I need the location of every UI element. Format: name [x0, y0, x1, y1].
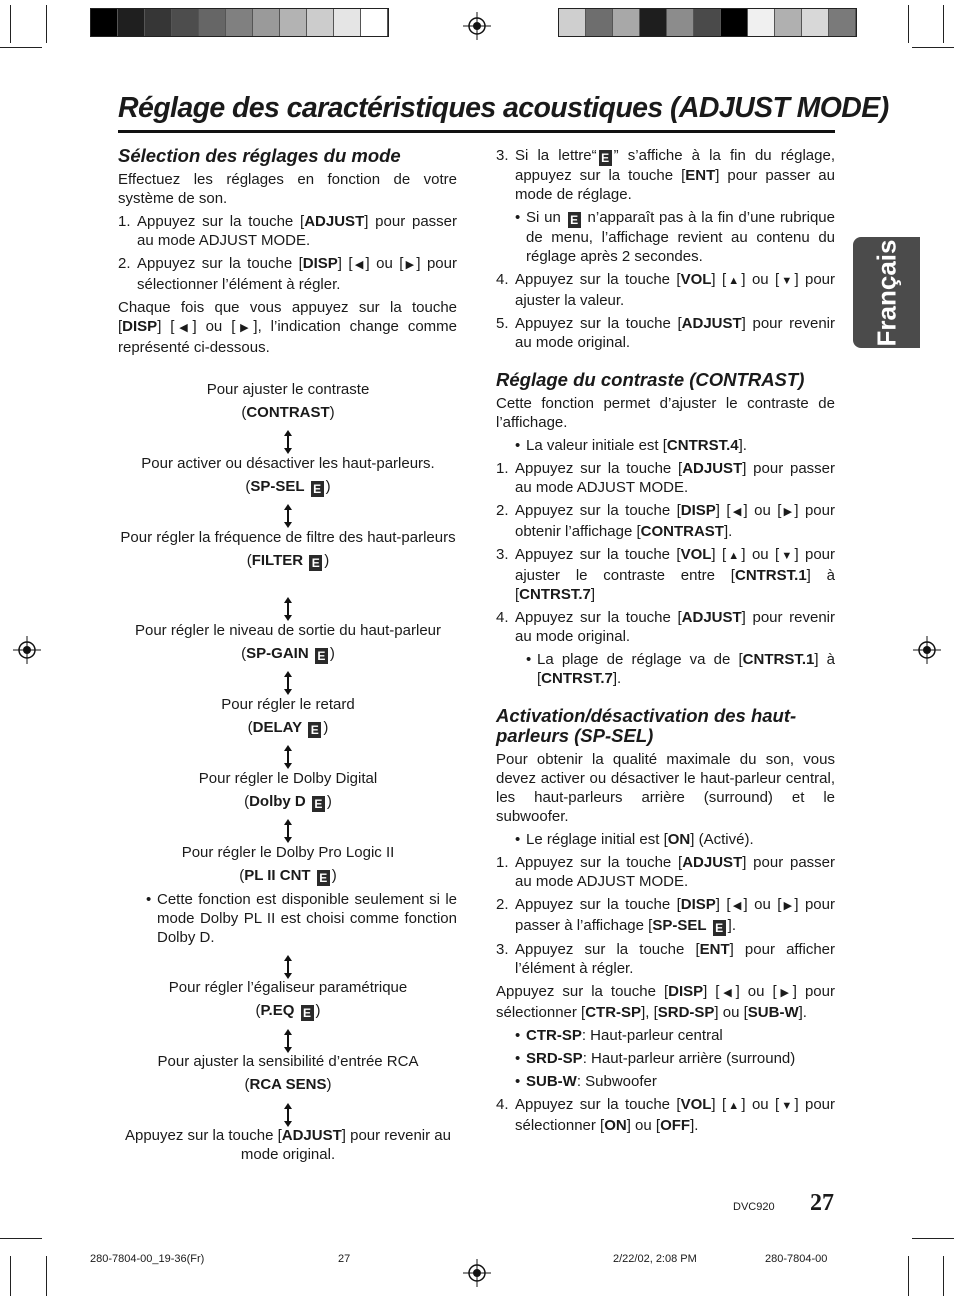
calibration-swatch [586, 9, 613, 36]
flow-step [118, 621, 458, 664]
registration-mark-bottom [463, 1259, 491, 1287]
title-rule [118, 130, 835, 133]
page-title: Réglage des caractéristiques acoustiques (ADJUST MODE) [118, 92, 889, 124]
double-arrow-icon [282, 955, 294, 979]
double-arrow-icon [282, 1029, 294, 1053]
double-arrow-icon [282, 504, 294, 528]
calibration-swatch [145, 9, 172, 36]
flow-step-code: (RCA SENS) [244, 1076, 332, 1093]
e-indicator-icon: E [599, 150, 612, 166]
flow-step-description: Pour activer ou désactiver les haut-parleurs. [141, 455, 435, 472]
list-item: 3. Si la lettre“ E ” s’affiche à la fin du réglage, appuyez sur la touche [ENT] pour passer au mode de réglage. [496, 147, 835, 203]
calibration-swatch [775, 9, 802, 36]
list-item: 3. Appuyez sur la touche [ENT] pour afficher l’élément à régler. [496, 941, 835, 977]
calibration-swatch [226, 9, 253, 36]
double-arrow-icon [282, 819, 294, 843]
calibration-swatch [199, 9, 226, 36]
language-tab-label: Français [871, 239, 901, 346]
list-item: 4. Appuyez sur la touche [VOL] [▲] ou [▼] pour ajuster la valeur. [496, 271, 836, 309]
flow-note: • Cette fonction est disponible seulement si le mode Dolby PL II est choisi comme fonction Dolby D. [146, 891, 457, 946]
flow-step-code: (P.EQ E ) [255, 1002, 321, 1020]
flow-step-description: Pour régler le retard [221, 696, 355, 713]
bullet-item: • La plage de réglage va de [CNTRST.1] à [CNTRST.7]. [526, 651, 835, 687]
double-arrow-icon [282, 671, 294, 695]
down-arrow-icon: ▼ [779, 1100, 795, 1112]
double-arrow-icon [282, 430, 294, 454]
flow-step-code: (CONTRAST) [241, 404, 335, 421]
calibration-swatch [694, 9, 721, 36]
e-indicator-icon: E [301, 1005, 314, 1021]
list-item: 2. Appuyez sur la touche [DISP] [◀] ou [▶] pour obtenir l’affichage [CONTRAST]. [496, 502, 835, 540]
right-arrow-icon: ▶ [781, 506, 795, 518]
section-heading-spsel: Activation/désactivation des haut-parleurs (SP-SEL) [496, 705, 797, 746]
calibration-swatch [721, 9, 748, 36]
step2-note: Chaque fois que vous appuyez sur la touche [DISP] [◀] ou [▶], l’indication change comme représenté ci-dessous. [118, 299, 457, 356]
left-arrow-icon: ◀ [174, 322, 193, 334]
flow-step-code: (DELAY E ) [247, 719, 329, 737]
calibration-swatch [172, 9, 199, 36]
calibration-swatch [253, 9, 280, 36]
bullet-item: • Le réglage initial est [ON] (Activé). [515, 831, 754, 848]
flow-step-description: Pour régler l’égaliseur paramétrique [168, 979, 408, 996]
flow-step-code: (PL II CNT E ) [239, 867, 337, 885]
calibration-swatch [118, 9, 145, 36]
list-item: 3. Appuyez sur la touche [VOL] [▲] ou [▼] pour ajuster le contraste entre [CNTRST.1] à [CNTRST.7] [496, 546, 836, 603]
model-code: DVC920 [733, 1201, 775, 1213]
calibration-swatch [559, 9, 586, 36]
right-arrow-icon: ▶ [776, 987, 793, 999]
flow-step-description: Pour ajuster le contraste [206, 381, 370, 398]
registration-mark-left [13, 636, 41, 664]
calibration-swatch [667, 9, 694, 36]
flow-step-code: (Dolby D E ) [244, 793, 332, 811]
calibration-swatch [748, 9, 775, 36]
flow-step-code: (FILTER E ) [246, 552, 330, 570]
footer-page: 27 [338, 1253, 351, 1265]
right-arrow-icon: ▶ [781, 900, 795, 912]
calibration-swatch [640, 9, 667, 36]
flow-step [118, 978, 458, 1021]
flow-step [118, 695, 458, 738]
e-indicator-icon: E [309, 555, 322, 571]
calibration-swatch [334, 9, 361, 36]
footer-code: 280-7804-00 [765, 1253, 828, 1265]
color-calibration-strip-right [558, 8, 857, 37]
list-item: 1. Appuyez sur la touche [ADJUST] pour passer au mode ADJUST MODE. [496, 460, 836, 496]
calibration-swatch [613, 9, 640, 36]
section-heading-contrast: Réglage du contraste (CONTRAST) [496, 369, 805, 390]
color-calibration-strip-left [90, 8, 389, 37]
flow-step-code: (SP-SEL E ) [245, 478, 331, 496]
flow-step [118, 528, 458, 571]
flow-step [118, 1052, 458, 1094]
e-indicator-icon: E [713, 920, 726, 936]
flow-step [118, 454, 458, 497]
calibration-swatch [802, 9, 829, 36]
e-indicator-icon: E [317, 870, 330, 886]
flow-step-code: (SP-GAIN E ) [241, 645, 335, 663]
spsel-intro: Pour obtenir la qualité maximale du son, vous devez activer ou désactiver le haut-parleur central, les haut-parleurs arrière (surround) et le subwoofer. [496, 751, 835, 825]
flow-end-text: Appuyez sur la touche [ADJUST] pour revenir au mode original. [124, 1127, 451, 1163]
left-arrow-icon: ◀ [352, 259, 366, 271]
right-arrow-icon: ▶ [235, 322, 254, 334]
flow-step-description: Pour régler le Dolby Digital [198, 770, 378, 787]
down-arrow-icon: ▼ [779, 275, 795, 287]
double-arrow-icon [282, 597, 294, 621]
up-arrow-icon: ▲ [726, 275, 742, 287]
calibration-swatch [280, 9, 307, 36]
page-number: 27 [810, 1190, 834, 1216]
bullet-item: • SRD-SP: Haut-parleur arrière (surround) [515, 1050, 796, 1067]
down-arrow-icon: ▼ [779, 550, 795, 562]
flow-step [118, 380, 458, 422]
step3-note: Appuyez sur la touche [DISP] [◀] ou [▶] pour sélectionner [CTR-SP], [SRD-SP] ou [SUB-W]. [496, 983, 835, 1021]
list-item: 4. Appuyez sur la touche [VOL] [▲] ou [▼] pour sélectionner [ON] ou [OFF]. [496, 1096, 836, 1134]
calibration-swatch [829, 9, 856, 36]
contrast-intro: Cette fonction permet d’ajuster le contraste de l’affichage. [496, 395, 835, 431]
double-arrow-icon [282, 745, 294, 769]
list-item: 1. Appuyez sur la touche [ADJUST] pour passer au mode ADJUST MODE. [118, 213, 458, 249]
up-arrow-icon: ▲ [726, 1100, 742, 1112]
right-column [496, 146, 835, 1139]
bullet-item: • Si un E n’apparaît pas à la fin d’une rubrique de menu, l’affichage revient au contenu du réglage après 2 secondes. [515, 209, 835, 265]
left-arrow-icon: ◀ [719, 987, 736, 999]
e-indicator-icon: E [315, 648, 328, 664]
language-tab [853, 237, 920, 348]
calibration-swatch [307, 9, 334, 36]
list-item: 2. Appuyez sur la touche [DISP] [◀] ou [▶] pour passer à l’affichage [SP-SEL E ]. [496, 896, 835, 935]
flow-step [118, 843, 458, 886]
flow-step-description: Pour régler le Dolby Pro Logic II [181, 844, 395, 861]
footer-date: 2/22/02, 2:08 PM [613, 1253, 697, 1265]
registration-mark-right [913, 636, 941, 664]
e-indicator-icon: E [311, 481, 324, 497]
flow-step-description: Pour régler le niveau de sortie du haut-parleur [134, 622, 441, 639]
list-item: 4. Appuyez sur la touche [ADJUST] pour revenir au mode original. [496, 609, 835, 645]
footer-file-name: 280-7804-00_19-36(Fr) [90, 1253, 205, 1265]
calibration-swatch [361, 9, 388, 36]
double-arrow-icon [282, 1103, 294, 1127]
section-heading-mode: Sélection des réglages du mode [118, 145, 401, 166]
list-item: 2. Appuyez sur la touche [DISP] [◀] ou [▶] pour sélectionner l’élément à régler. [118, 255, 457, 293]
left-arrow-icon: ◀ [730, 900, 744, 912]
flow-step [118, 769, 458, 812]
e-indicator-icon: E [308, 722, 321, 738]
flow-step-description: Pour régler la fréquence de filtre des haut-parleurs [120, 529, 456, 546]
list-item: 1. Appuyez sur la touche [ADJUST] pour passer au mode ADJUST MODE. [496, 854, 836, 890]
right-arrow-icon: ▶ [403, 259, 417, 271]
up-arrow-icon: ▲ [726, 550, 742, 562]
e-indicator-icon: E [568, 212, 581, 228]
bullet-item: • CTR-SP: Haut-parleur central [515, 1027, 723, 1044]
list-item: 5. Appuyez sur la touche [ADJUST] pour revenir au mode original. [496, 315, 835, 351]
flow-step-description: Pour ajuster la sensibilité d’entrée RCA [157, 1053, 419, 1070]
registration-mark-top [463, 12, 491, 40]
bullet-item: • SUB-W: Subwoofer [515, 1073, 657, 1090]
left-column [118, 146, 457, 361]
left-arrow-icon: ◀ [730, 506, 744, 518]
bullet-item: • La valeur initiale est [CNTRST.4]. [515, 437, 747, 454]
intro-text: Effectuez les réglages en fonction de votre système de son. [118, 171, 457, 207]
calibration-swatch [91, 9, 118, 36]
e-indicator-icon: E [312, 796, 325, 812]
